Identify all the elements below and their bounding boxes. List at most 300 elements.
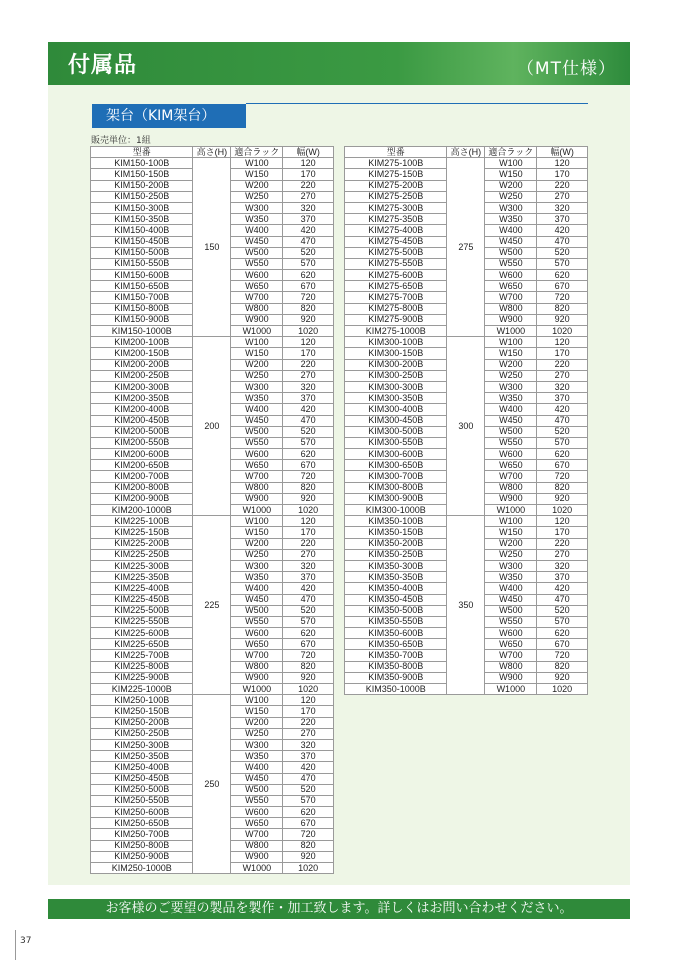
width-cell: 170: [283, 527, 334, 538]
rack-cell: W900: [485, 672, 537, 683]
spec-label: （MT仕様）: [516, 59, 616, 79]
rack-cell: W700: [485, 650, 537, 661]
model-cell: KIM150-150B: [91, 169, 193, 180]
rack-cell: W450: [231, 415, 283, 426]
width-cell: 920: [283, 493, 334, 504]
rack-cell: W200: [231, 359, 283, 370]
rack-cell: W650: [231, 281, 283, 292]
width-cell: 320: [537, 381, 588, 392]
width-cell: 1020: [283, 684, 334, 695]
model-cell: KIM300-600B: [345, 449, 447, 460]
rack-cell: W500: [485, 605, 537, 616]
width-cell: 220: [283, 180, 334, 191]
rack-cell: W150: [231, 527, 283, 538]
model-cell: KIM350-1000B: [345, 684, 447, 695]
rack-cell: W400: [231, 762, 283, 773]
rack-cell: W200: [485, 538, 537, 549]
model-cell: KIM350-400B: [345, 583, 447, 594]
rack-cell: W250: [485, 191, 537, 202]
model-cell: KIM300-1000B: [345, 505, 447, 516]
rack-cell: W650: [231, 460, 283, 471]
rack-cell: W300: [231, 739, 283, 750]
rack-cell: W150: [231, 348, 283, 359]
width-cell: 720: [537, 650, 588, 661]
page-header-bar: [48, 42, 630, 85]
model-cell: KIM200-250B: [91, 370, 193, 381]
rack-cell: W700: [485, 292, 537, 303]
rack-cell: W200: [231, 538, 283, 549]
width-cell: 820: [537, 482, 588, 493]
height-cell: 350: [447, 516, 485, 695]
width-cell: 270: [537, 370, 588, 381]
rack-cell: W900: [231, 493, 283, 504]
width-cell: 1020: [537, 505, 588, 516]
width-cell: 470: [283, 236, 334, 247]
width-cell: 520: [283, 784, 334, 795]
rack-cell: W900: [485, 314, 537, 325]
model-cell: KIM200-1000B: [91, 505, 193, 516]
model-cell: KIM200-550B: [91, 437, 193, 448]
rack-cell: W150: [485, 169, 537, 180]
width-cell: 670: [283, 639, 334, 650]
rack-cell: W450: [485, 415, 537, 426]
rack-cell: W100: [485, 158, 537, 169]
model-cell: KIM250-800B: [91, 840, 193, 851]
rack-cell: W300: [231, 202, 283, 213]
width-cell: 320: [283, 202, 334, 213]
model-cell: KIM250-200B: [91, 717, 193, 728]
rack-cell: W600: [485, 270, 537, 281]
rack-cell: W150: [485, 527, 537, 538]
width-cell: 570: [283, 258, 334, 269]
model-cell: KIM250-450B: [91, 773, 193, 784]
width-cell: 820: [537, 661, 588, 672]
model-cell: KIM200-450B: [91, 415, 193, 426]
rack-cell: W900: [485, 493, 537, 504]
width-cell: 1020: [283, 326, 334, 337]
model-cell: KIM200-400B: [91, 404, 193, 415]
table-row: [91, 158, 334, 169]
width-cell: 670: [283, 460, 334, 471]
width-cell: 270: [537, 549, 588, 560]
model-cell: KIM225-200B: [91, 538, 193, 549]
model-cell: KIM250-100B: [91, 695, 193, 706]
model-cell: KIM275-100B: [345, 158, 447, 169]
table-row: [345, 158, 588, 169]
rack-cell: W600: [231, 270, 283, 281]
width-cell: 920: [537, 314, 588, 325]
height-cell: 225: [193, 516, 231, 695]
table-row: [91, 337, 334, 348]
rack-cell: W450: [485, 594, 537, 605]
width-cell: 570: [283, 795, 334, 806]
model-cell: KIM350-900B: [345, 672, 447, 683]
model-cell: KIM150-450B: [91, 236, 193, 247]
model-cell: KIM275-450B: [345, 236, 447, 247]
rack-cell: W150: [231, 706, 283, 717]
width-cell: 620: [283, 449, 334, 460]
model-cell: KIM300-900B: [345, 493, 447, 504]
model-cell: KIM350-600B: [345, 628, 447, 639]
rack-cell: W350: [231, 393, 283, 404]
width-cell: 820: [283, 840, 334, 851]
rack-cell: W650: [485, 281, 537, 292]
model-cell: KIM350-350B: [345, 572, 447, 583]
model-cell: KIM150-500B: [91, 247, 193, 258]
rack-cell: W250: [485, 549, 537, 560]
rack-cell: W400: [485, 404, 537, 415]
rack-cell: W250: [231, 728, 283, 739]
width-cell: 1020: [537, 684, 588, 695]
model-cell: KIM250-550B: [91, 795, 193, 806]
rack-cell: W300: [485, 202, 537, 213]
model-cell: KIM275-1000B: [345, 326, 447, 337]
model-cell: KIM350-500B: [345, 605, 447, 616]
width-cell: 370: [283, 751, 334, 762]
model-cell: KIM200-700B: [91, 471, 193, 482]
model-cell: KIM275-550B: [345, 258, 447, 269]
model-cell: KIM300-100B: [345, 337, 447, 348]
width-cell: 520: [537, 247, 588, 258]
model-cell: KIM300-700B: [345, 471, 447, 482]
model-cell: KIM150-650B: [91, 281, 193, 292]
rack-cell: W400: [485, 583, 537, 594]
width-cell: 420: [537, 583, 588, 594]
rack-cell: W600: [231, 628, 283, 639]
rack-cell: W500: [231, 784, 283, 795]
model-cell: KIM150-100B: [91, 158, 193, 169]
rack-cell: W500: [231, 426, 283, 437]
rack-cell: W250: [231, 370, 283, 381]
rack-cell: W100: [231, 516, 283, 527]
rack-cell: W200: [485, 180, 537, 191]
rack-cell: W200: [485, 359, 537, 370]
width-cell: 370: [283, 214, 334, 225]
width-cell: 320: [283, 381, 334, 392]
rack-cell: W450: [231, 236, 283, 247]
model-cell: KIM275-800B: [345, 303, 447, 314]
width-cell: 270: [283, 728, 334, 739]
rack-cell: W100: [485, 516, 537, 527]
rack-cell: W300: [231, 560, 283, 571]
rack-cell: W350: [485, 393, 537, 404]
model-cell: KIM275-900B: [345, 314, 447, 325]
rack-cell: W600: [485, 449, 537, 460]
width-cell: 520: [283, 426, 334, 437]
page-edge-line: [15, 930, 16, 960]
rack-cell: W900: [231, 851, 283, 862]
model-cell: KIM225-800B: [91, 661, 193, 672]
rack-cell: W700: [485, 471, 537, 482]
width-cell: 820: [283, 482, 334, 493]
rack-cell: W700: [231, 829, 283, 840]
width-cell: 120: [537, 516, 588, 527]
model-cell: KIM200-800B: [91, 482, 193, 493]
model-cell: KIM225-550B: [91, 616, 193, 627]
rack-cell: W250: [231, 549, 283, 560]
model-cell: KIM275-600B: [345, 270, 447, 281]
width-cell: 520: [283, 247, 334, 258]
model-cell: KIM200-600B: [91, 449, 193, 460]
table-row: [345, 337, 588, 348]
width-cell: 170: [283, 348, 334, 359]
model-cell: KIM225-300B: [91, 560, 193, 571]
width-cell: 520: [537, 605, 588, 616]
width-cell: 420: [537, 225, 588, 236]
rack-cell: W150: [231, 169, 283, 180]
table-row: [91, 695, 334, 706]
width-cell: 920: [283, 851, 334, 862]
rack-cell: W400: [485, 225, 537, 236]
model-cell: KIM150-700B: [91, 292, 193, 303]
model-cell: KIM250-700B: [91, 829, 193, 840]
width-cell: 620: [283, 628, 334, 639]
width-cell: 920: [283, 314, 334, 325]
width-cell: 370: [283, 572, 334, 583]
model-cell: KIM150-400B: [91, 225, 193, 236]
width-cell: 220: [283, 717, 334, 728]
rack-cell: W550: [231, 795, 283, 806]
model-cell: KIM200-150B: [91, 348, 193, 359]
model-cell: KIM225-500B: [91, 605, 193, 616]
model-cell: KIM300-500B: [345, 426, 447, 437]
model-cell: KIM350-200B: [345, 538, 447, 549]
width-cell: 920: [537, 672, 588, 683]
model-cell: KIM225-1000B: [91, 684, 193, 695]
rack-cell: W1000: [231, 863, 283, 874]
rack-cell: W100: [485, 337, 537, 348]
section-divider: [246, 103, 588, 104]
width-cell: 120: [283, 158, 334, 169]
model-cell: KIM200-900B: [91, 493, 193, 504]
model-cell: KIM350-250B: [345, 549, 447, 560]
rack-cell: W100: [231, 695, 283, 706]
width-cell: 370: [283, 393, 334, 404]
rack-cell: W800: [231, 303, 283, 314]
col-header-model: 型番: [91, 147, 193, 158]
model-cell: KIM300-550B: [345, 437, 447, 448]
rack-cell: W450: [231, 594, 283, 605]
rack-cell: W300: [231, 381, 283, 392]
rack-cell: W900: [231, 672, 283, 683]
width-cell: 170: [537, 169, 588, 180]
width-cell: 570: [537, 258, 588, 269]
width-cell: 1020: [283, 863, 334, 874]
model-cell: KIM350-450B: [345, 594, 447, 605]
model-cell: KIM150-300B: [91, 202, 193, 213]
width-cell: 570: [283, 616, 334, 627]
rack-cell: W350: [485, 572, 537, 583]
model-cell: KIM250-300B: [91, 739, 193, 750]
col-header-width: 幅(W): [537, 147, 588, 158]
model-cell: KIM275-300B: [345, 202, 447, 213]
model-cell: KIM300-650B: [345, 460, 447, 471]
rack-cell: W800: [231, 482, 283, 493]
width-cell: 720: [283, 650, 334, 661]
rack-cell: W1000: [485, 326, 537, 337]
footer-message: お客様のご要望の製品を製作・加工致します。詳しくはお問い合わせください。: [48, 899, 630, 919]
model-cell: KIM250-1000B: [91, 863, 193, 874]
height-cell: 200: [193, 337, 231, 516]
model-cell: KIM150-900B: [91, 314, 193, 325]
width-cell: 170: [283, 706, 334, 717]
width-cell: 220: [537, 180, 588, 191]
sales-unit-note: 販売単位：1組: [91, 136, 151, 146]
width-cell: 620: [537, 449, 588, 460]
width-cell: 520: [537, 426, 588, 437]
rack-cell: W800: [485, 661, 537, 672]
width-cell: 420: [283, 404, 334, 415]
rack-cell: W700: [231, 471, 283, 482]
width-cell: 670: [537, 281, 588, 292]
rack-cell: W400: [231, 225, 283, 236]
width-cell: 220: [537, 359, 588, 370]
model-cell: KIM350-550B: [345, 616, 447, 627]
width-cell: 170: [537, 348, 588, 359]
width-cell: 320: [283, 560, 334, 571]
width-cell: 720: [283, 292, 334, 303]
height-cell: 300: [447, 337, 485, 516]
rack-cell: W100: [231, 337, 283, 348]
model-cell: KIM275-500B: [345, 247, 447, 258]
width-cell: 370: [537, 214, 588, 225]
model-cell: KIM250-900B: [91, 851, 193, 862]
rack-cell: W650: [231, 818, 283, 829]
width-cell: 720: [283, 829, 334, 840]
width-cell: 120: [283, 337, 334, 348]
model-cell: KIM350-700B: [345, 650, 447, 661]
width-cell: 170: [537, 527, 588, 538]
width-cell: 470: [537, 415, 588, 426]
model-cell: KIM250-150B: [91, 706, 193, 717]
rack-cell: W200: [231, 180, 283, 191]
rack-cell: W700: [231, 292, 283, 303]
rack-cell: W450: [231, 773, 283, 784]
model-cell: KIM200-300B: [91, 381, 193, 392]
rack-cell: W600: [231, 807, 283, 818]
height-cell: 250: [193, 695, 231, 874]
model-cell: KIM200-350B: [91, 393, 193, 404]
rack-cell: W350: [231, 214, 283, 225]
rack-cell: W400: [231, 583, 283, 594]
width-cell: 520: [283, 605, 334, 616]
width-cell: 420: [283, 762, 334, 773]
width-cell: 420: [537, 404, 588, 415]
rack-cell: W400: [231, 404, 283, 415]
model-cell: KIM275-400B: [345, 225, 447, 236]
rack-cell: W700: [231, 650, 283, 661]
spec-table-right: [344, 146, 588, 695]
width-cell: 320: [537, 202, 588, 213]
width-cell: 1020: [283, 505, 334, 516]
width-cell: 720: [283, 471, 334, 482]
model-cell: KIM300-250B: [345, 370, 447, 381]
rack-cell: W900: [231, 314, 283, 325]
rack-cell: W800: [231, 840, 283, 851]
model-cell: KIM275-200B: [345, 180, 447, 191]
model-cell: KIM300-350B: [345, 393, 447, 404]
col-header-rack: 適合ラック: [485, 147, 537, 158]
model-cell: KIM350-650B: [345, 639, 447, 650]
rack-cell: W250: [485, 370, 537, 381]
width-cell: 270: [283, 549, 334, 560]
width-cell: 420: [283, 225, 334, 236]
rack-cell: W550: [485, 437, 537, 448]
model-cell: KIM150-550B: [91, 258, 193, 269]
model-cell: KIM300-450B: [345, 415, 447, 426]
width-cell: 720: [537, 471, 588, 482]
model-cell: KIM300-200B: [345, 359, 447, 370]
model-cell: KIM225-150B: [91, 527, 193, 538]
rack-cell: W550: [231, 616, 283, 627]
model-cell: KIM300-300B: [345, 381, 447, 392]
rack-cell: W500: [231, 247, 283, 258]
rack-cell: W150: [485, 348, 537, 359]
model-cell: KIM150-800B: [91, 303, 193, 314]
rack-cell: W450: [485, 236, 537, 247]
page-number: 37: [20, 936, 32, 946]
table-header-row: [345, 147, 588, 158]
page-title: 付属品: [68, 53, 138, 78]
model-cell: KIM200-200B: [91, 359, 193, 370]
rack-cell: W250: [231, 191, 283, 202]
width-cell: 120: [283, 695, 334, 706]
width-cell: 820: [537, 303, 588, 314]
rack-cell: W1000: [485, 505, 537, 516]
model-cell: KIM225-600B: [91, 628, 193, 639]
spec-table-left: [90, 146, 334, 874]
width-cell: 270: [283, 191, 334, 202]
width-cell: 120: [537, 337, 588, 348]
width-cell: 470: [283, 594, 334, 605]
width-cell: 670: [537, 639, 588, 650]
model-cell: KIM225-650B: [91, 639, 193, 650]
rack-cell: W600: [485, 628, 537, 639]
width-cell: 620: [537, 628, 588, 639]
model-cell: KIM350-800B: [345, 661, 447, 672]
rack-cell: W350: [231, 751, 283, 762]
width-cell: 570: [537, 616, 588, 627]
model-cell: KIM275-350B: [345, 214, 447, 225]
width-cell: 570: [283, 437, 334, 448]
width-cell: 220: [537, 538, 588, 549]
width-cell: 370: [537, 393, 588, 404]
rack-cell: W800: [485, 303, 537, 314]
model-cell: KIM275-150B: [345, 169, 447, 180]
rack-cell: W1000: [231, 505, 283, 516]
model-cell: KIM250-650B: [91, 818, 193, 829]
rack-cell: W800: [231, 661, 283, 672]
rack-cell: W550: [231, 258, 283, 269]
rack-cell: W500: [485, 247, 537, 258]
width-cell: 920: [537, 493, 588, 504]
model-cell: KIM250-350B: [91, 751, 193, 762]
width-cell: 270: [283, 370, 334, 381]
width-cell: 820: [283, 661, 334, 672]
width-cell: 320: [537, 560, 588, 571]
model-cell: KIM300-800B: [345, 482, 447, 493]
section-title: 架台（KIM架台）: [92, 104, 246, 128]
width-cell: 820: [283, 303, 334, 314]
width-cell: 470: [537, 236, 588, 247]
rack-cell: W650: [485, 639, 537, 650]
model-cell: KIM225-250B: [91, 549, 193, 560]
width-cell: 570: [537, 437, 588, 448]
width-cell: 320: [283, 739, 334, 750]
width-cell: 470: [283, 773, 334, 784]
width-cell: 620: [283, 270, 334, 281]
rack-cell: W300: [485, 381, 537, 392]
